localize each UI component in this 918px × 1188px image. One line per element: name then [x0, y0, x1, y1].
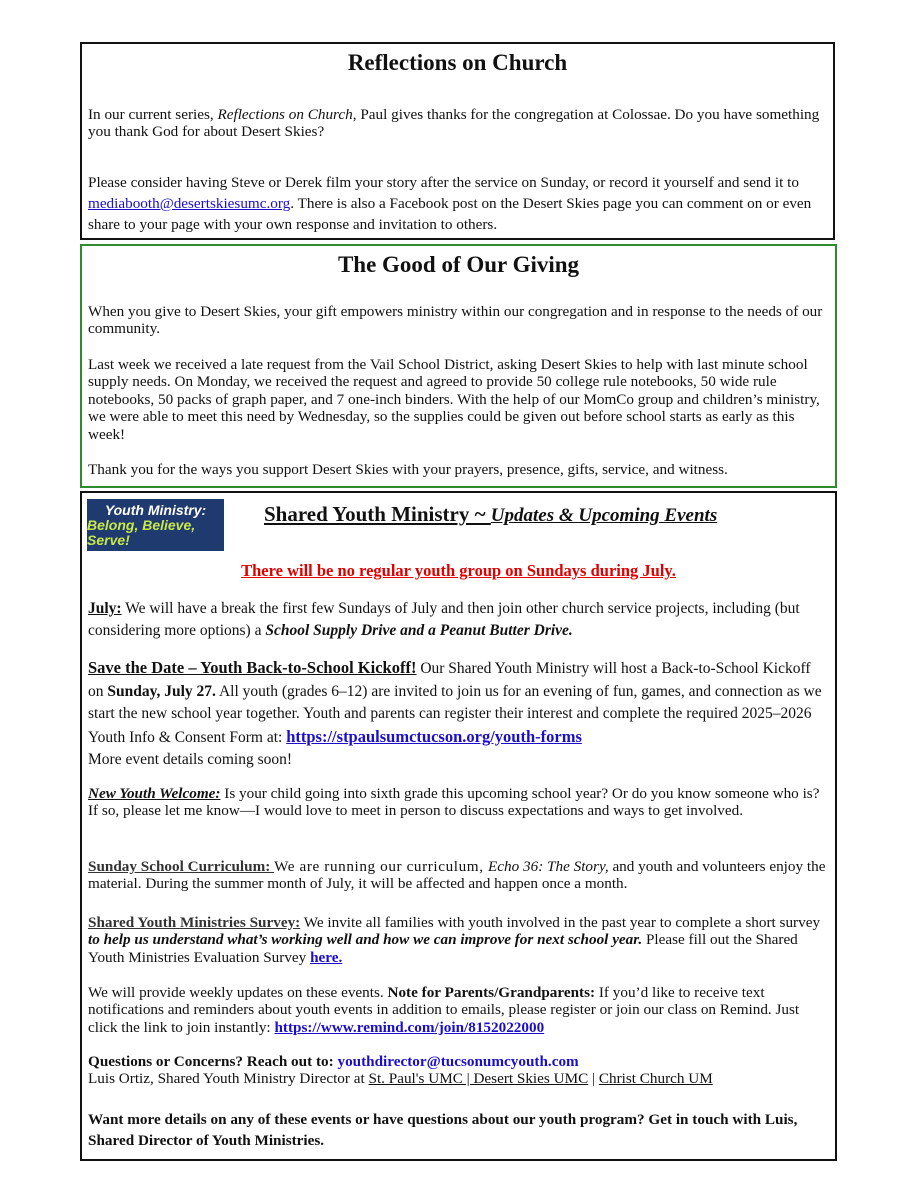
remind-link[interactable]: https://www.remind.com/join/8152022000	[274, 1018, 545, 1036]
new-youth-welcome-paragraph: New Youth Welcome: Is your child going into sixth grade this upcoming school year? Or do you know someone who is? If so, please let me know—I would love to meet in person to discuss expectations and ways to get involved.	[88, 785, 820, 820]
youth-forms-link[interactable]: https://stpaulsumctucson.org/youth-forms	[286, 726, 582, 746]
reflections-paragraph-1: In our current series, Reflections on Church, Paul gives thanks for the congregation at Colossae. Do you have something you thank God for about Desert Skies?	[88, 106, 820, 141]
giving-paragraph-3: Thank you for the ways you support Desert Skies with your prayers, presence, gifts, service, and witness.	[88, 461, 728, 478]
july-paragraph: July: We will have a break the first few Sundays of July and then join other church service projects, including (but considering more options) a School Supply Drive and a Peanut Butter Drive.	[88, 600, 800, 639]
youth-director-email[interactable]: youthdirector@tucsonumcyouth.com	[337, 1053, 579, 1070]
save-the-date-paragraph: Save the Date – Youth Back-to-School Kickoff! Our Shared Youth Ministry will host a Back-to-School Kickoff on Sunday, July 27. All youth (grades 6–12) are invited to join us for an evening of fun, games, and connection as we start the new school year together. Youth and parents can register their interest and complete the required 2025–2026 Youth Info & Consent Form at: https://stpaulsumctucson.org/youth-forms More event details coming soon!	[88, 658, 822, 768]
reflections-title: Reflections on Church	[347, 50, 568, 75]
no-youth-group-notice: There will be no regular youth group on Sundays during July.	[241, 561, 676, 580]
reflections-section	[80, 42, 835, 240]
youth-title: Shared Youth Ministry ~ Updates & Upcoming Events	[264, 502, 718, 526]
youth-section	[80, 491, 837, 1161]
questions-paragraph: Questions or Concerns? Reach out to: youthdirector@tucsonumcyouth.com Luis Ortiz, Shared Youth Ministry Director at St. Paul's UMC | Desert Skies UMC | Christ Church UM	[88, 1053, 713, 1088]
survey-paragraph: Shared Youth Ministries Survey: We invite all families with youth involved in the past year to complete a short survey to help us understand what’s working well and how we can improve for next school year. Please fill out the Shared Youth Ministries Evaluation Survey here.	[88, 914, 821, 966]
church-links[interactable]: St. Paul's UMC | Desert Skies UMC	[368, 1070, 589, 1088]
curriculum-paragraph: Sunday School Curriculum: We are running our curriculum, Echo 36: The Story, and youth and volunteers enjoy the material. During the summer month of July, it will be affected and happen once a month.	[88, 858, 826, 893]
closing-paragraph: Want more details on any of these events or have questions about our youth program? Get in touch with Luis, Shared Director of Youth Ministries.	[88, 1111, 798, 1149]
giving-section	[80, 244, 837, 488]
weekly-updates-paragraph: We will provide weekly updates on these events. Note for Parents/Grandparents: If you’d like to receive text notifications and reminders about youth events in addition to emails, please register or join our class on Remind. Just click the link to join instantly: https://www.remind.com/join/8152022000	[88, 984, 800, 1036]
giving-paragraph-1: When you give to Desert Skies, your gift empowers ministry within our congregation and in response to the needs of our community.	[88, 303, 823, 338]
giving-paragraph-2: Last week we received a late request from the Vail School District, asking Desert Skies to help with last minute school supply needs. On Monday, we received the request and agreed to provide 50 college rule notebooks, 50 wide rule notebooks, 50 packs of graph paper, and 7 one-inch binders. With the help of our MomCo group and children’s ministry, we were able to meet this need by Wednesday, so the supplies could be given out before school starts as early as this week!	[88, 356, 820, 443]
reflections-paragraph-2: Please consider having Steve or Derek film your story after the service on Sunday, or record it yourself and send it to mediabooth@desertskiesumc.org. There is also a Facebook post on the Desert Skies page you can comment on or even share to your page with your own response and invitation to others.	[88, 174, 812, 233]
youth-ministry-logo: Youth Ministry: Belong, Believe, Serve!	[87, 499, 224, 551]
survey-here-link[interactable]: here.	[310, 948, 343, 966]
giving-title: The Good of Our Giving	[337, 252, 580, 277]
mediabooth-email-link[interactable]: mediabooth@desertskiesumc.org	[88, 195, 291, 212]
christ-church-link[interactable]: Christ Church UM	[598, 1070, 713, 1088]
